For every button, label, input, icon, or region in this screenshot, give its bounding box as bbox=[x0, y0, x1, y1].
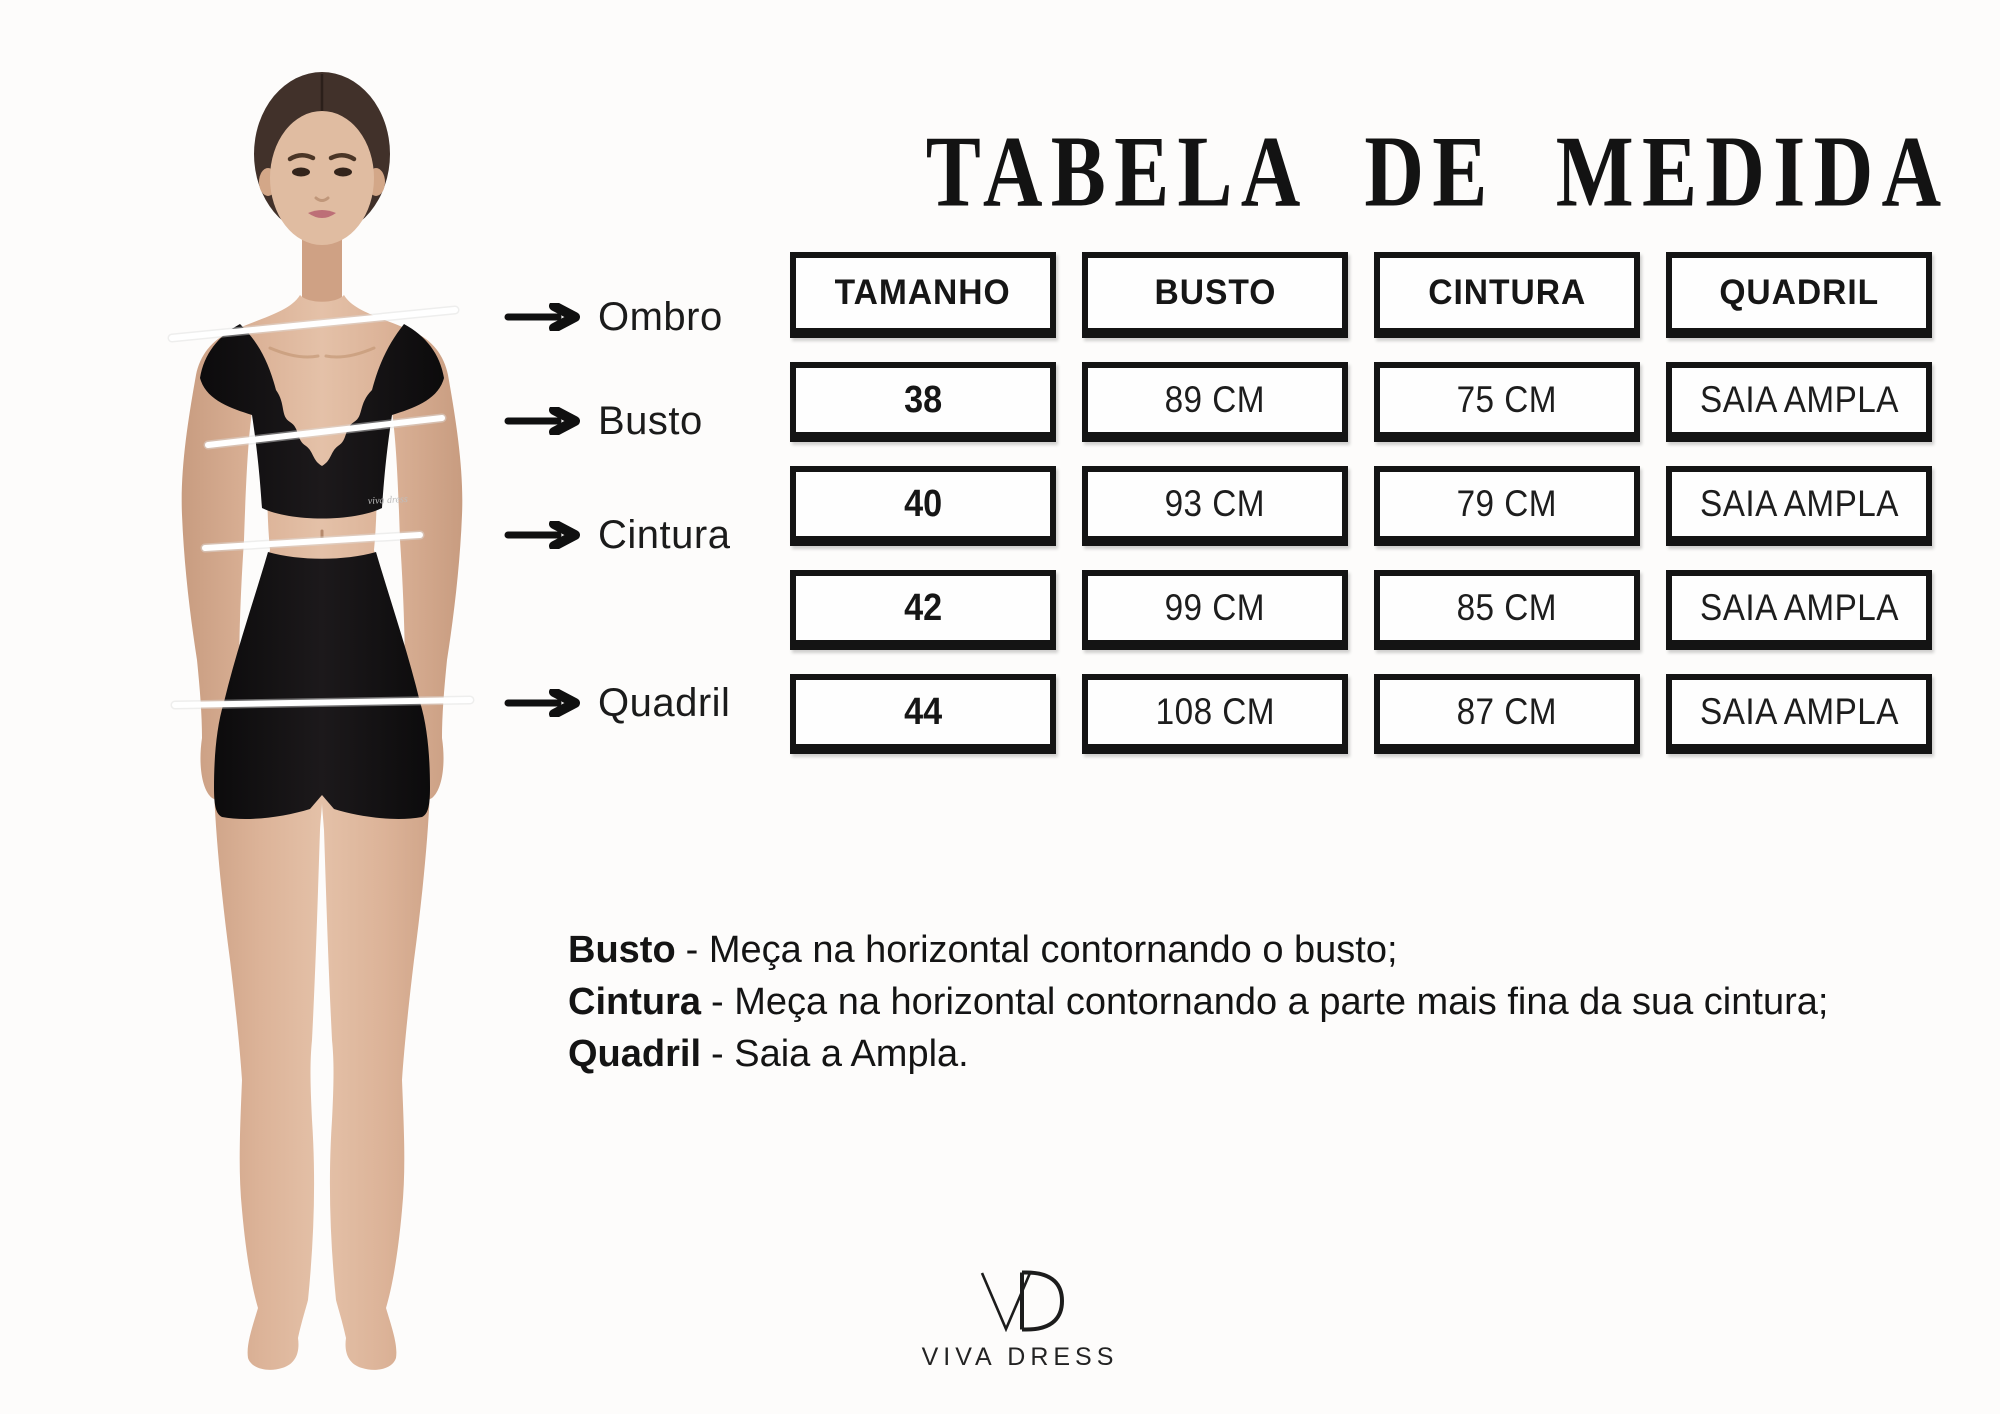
note-cintura bbox=[568, 976, 1998, 1028]
note-term: Cintura bbox=[568, 981, 701, 1023]
table-cell: 75 CM bbox=[1374, 362, 1640, 442]
table-cell: SAIA AMPLA bbox=[1666, 362, 1932, 442]
model-photo bbox=[100, 60, 540, 1414]
label-ombro-text: Ombro bbox=[598, 294, 723, 339]
header-tamanho: TAMANHO bbox=[790, 252, 1056, 338]
label-cintura bbox=[504, 509, 730, 561]
table-cell: 79 CM bbox=[1374, 466, 1640, 546]
bra-band-logo: viva dress bbox=[367, 493, 409, 507]
header-busto: BUSTO bbox=[1082, 252, 1348, 338]
note-text: - Saia a Ampla. bbox=[711, 1033, 969, 1075]
vd-monogram-icon bbox=[960, 1270, 1080, 1332]
note-text: - Meça na horizontal contornando a parte mais fina da sua cintura; bbox=[711, 981, 1829, 1023]
label-busto-text: Busto bbox=[598, 398, 703, 443]
black-shorts bbox=[214, 552, 430, 819]
arrow-right-icon bbox=[504, 303, 582, 331]
table-cell: 108 CM bbox=[1082, 674, 1348, 754]
table-cell: SAIA AMPLA bbox=[1666, 466, 1932, 546]
brand-name: VIVA DRESS bbox=[921, 1343, 1119, 1371]
header-quadril: QUADRIL bbox=[1666, 252, 1932, 338]
arrow-right-icon bbox=[504, 521, 582, 549]
arrow-right-icon bbox=[504, 407, 582, 435]
table-cell: 99 CM bbox=[1082, 570, 1348, 650]
note-quadril bbox=[568, 1028, 1998, 1080]
label-quadril bbox=[504, 677, 730, 729]
size-table bbox=[790, 252, 1932, 754]
eye-left bbox=[292, 168, 310, 177]
face bbox=[270, 111, 374, 245]
table-cell: 93 CM bbox=[1082, 466, 1348, 546]
table-cell: 85 CM bbox=[1374, 570, 1640, 650]
note-term: Quadril bbox=[568, 1033, 702, 1075]
note-term: Busto bbox=[568, 929, 676, 971]
note-busto bbox=[568, 924, 1998, 976]
table-cell: 89 CM bbox=[1082, 362, 1348, 442]
measuring-notes bbox=[568, 924, 1998, 1080]
table-cell: 38 bbox=[790, 362, 1056, 442]
body-silhouette bbox=[182, 295, 463, 1370]
table-cell: 42 bbox=[790, 570, 1056, 650]
table-cell: SAIA AMPLA bbox=[1666, 674, 1932, 754]
arrow-right-icon bbox=[504, 689, 582, 717]
table-cell: 40 bbox=[790, 466, 1056, 546]
table-cell: 87 CM bbox=[1374, 674, 1640, 754]
page-title: TABELA DE MEDIDA bbox=[925, 114, 1950, 228]
table-cell: SAIA AMPLA bbox=[1666, 570, 1932, 650]
eye-right bbox=[334, 168, 352, 177]
brand-logo bbox=[900, 1270, 1140, 1372]
table-cell: 44 bbox=[790, 674, 1056, 754]
label-busto bbox=[504, 395, 703, 447]
note-text: - Meça na horizontal contornando o busto; bbox=[685, 929, 1398, 971]
label-cintura-text: Cintura bbox=[598, 512, 731, 557]
label-quadril-text: Quadril bbox=[598, 680, 731, 725]
header-cintura: CINTURA bbox=[1374, 252, 1640, 338]
label-ombro bbox=[504, 291, 723, 343]
